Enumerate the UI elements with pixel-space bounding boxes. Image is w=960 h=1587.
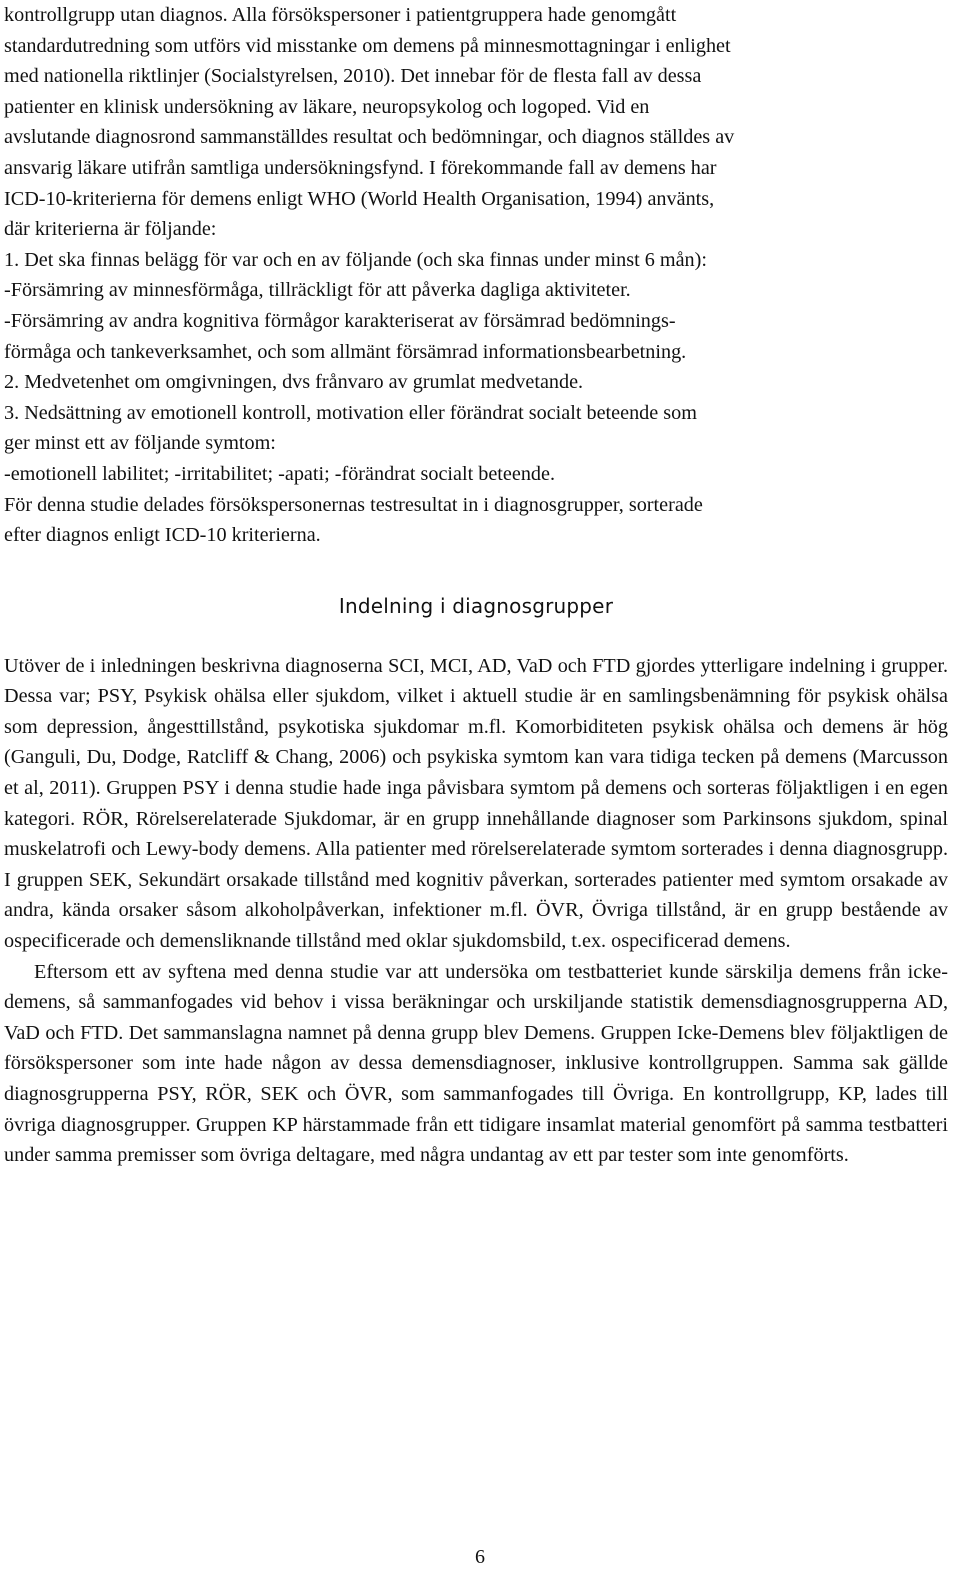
- intro-line: ICD-10-kriterierna för demens enligt WHO (World Health Organisation, 1994) använts,: [4, 187, 715, 210]
- criteria-line: -Försämring av minnesförmåga, tillräckligt för att påverka dagliga aktiviteter.: [4, 279, 631, 302]
- criteria-line: efter diagnos enligt ICD-10 kriterierna.: [4, 524, 321, 547]
- section-heading: Indelning i diagnosgrupper: [338, 593, 614, 618]
- section-paragraph: Eftersom ett av syftena med denna studie var att undersöka om testbatteriet kunde särskilja demens från icke-demens, så sammanfogades vid behov i vissa beräkningar och urskiljande statistik demensdiagnosgrupperna AD, VaD och FTD. Det sammanslagna namnet på denna grupp blev Demens. Gruppen Icke-Demens blev följaktligen de försökspersoner som inte hade någon av dessa demensdiagnoser, inklusive kontrollgruppen. Samma sak gällde diagnosgrupperna PSY, RÖR, SEK och ÖVR, som sammanfogades till Övriga. En kontrollgrupp, KP, lades till övriga diagnosgrupper. Gruppen KP härstammade från ett tidigare insamlat material genomfört på samma testbatteri under samma premisser som övriga deltagare, med några undantag av ett par tester som inte genomförts.: [4, 960, 948, 1167]
- criteria-line: För denna studie delades försökspersonernas testresultat in i diagnosgrupper, sorterade: [4, 493, 703, 516]
- intro-line: avslutande diagnosrond sammanställdes resultat och bedömningar, och diagnos ställdes av: [4, 126, 735, 149]
- page-number: 6: [475, 1546, 485, 1568]
- criteria-line: -Försämring av andra kognitiva förmågor karakteriserat av försämrad bedömnings-: [4, 309, 676, 332]
- document-page: [4, 0, 948, 1171]
- intro-line: ansvarig läkare utifrån samtliga undersökningsfynd. I förekommande fall av demens har: [4, 156, 717, 179]
- intro-line: med nationella riktlinjer (Socialstyrelsen, 2010). Det innebar för de flesta fall av dessa: [4, 65, 702, 88]
- criteria-line: förmåga och tankeverksamhet, och som allmänt försämrad informationsbearbetning.: [4, 340, 687, 363]
- criteria-line: ger minst ett av följande symtom:: [4, 432, 276, 455]
- criteria-list: [4, 245, 948, 551]
- intro-line: där kriterierna är följande:: [4, 218, 217, 241]
- intro-line: kontrollgrupp utan diagnos. Alla försökspersoner i patientgruppera hade genomgått: [4, 4, 677, 26]
- intro-line: patienter en klinisk undersökning av läkare, neuropsykolog och logoped. Vid en: [4, 95, 650, 118]
- intro-line: standardutredning som utförs vid misstanke om demens på minnesmottagningar i enlighet: [4, 34, 731, 57]
- section-paragraph: Utöver de i inledningen beskrivna diagnoserna SCI, MCI, AD, VaD och FTD gjordes ytterligare indelning i grupper. Dessa var; PSY, Psykisk ohälsa eller sjukdom, vilket i aktuell studie är en samlingsbenämning för psykisk ohälsa som depression, ångesttillstånd, psykotiska sjukdomar m.fl. Komorbiditeten psykisk ohälsa och demens är hög (Ganguli, Du, Dodge, Ratcliff & Chang, 2006) och psykiska symtom kan vara tidiga tecken på demens (Marcusson et al, 2011). Gruppen PSY i denna studie hade inga påvisbara symtom på demens och sorteras följaktligen i en egen kategori. RÖR, Rörelserelaterade Sjukdomar, är en grupp innehållande diagnoser som Parkinsons sjukdom, spinal muskelatrofi och Lewy-body demens. Alla patienter med rörelserelaterade symtom sorterades i denna diagnosgrupp. I gruppen SEK, Sekundärt orsakade tillstånd med kognitiv påverkan, sorterades patienter med symtom orsakade av andra, kända orsaker såsom alkoholpåverkan, infektioner m.fl. ÖVR, Övriga tillstånd, är en grupp bestående av ospecificerade och demensliknande tillstånd med oklar sjukdomsbild, t.ex. ospecificerad demens.: [4, 654, 948, 953]
- intro-text-block: [4, 0, 948, 245]
- criteria-line: -emotionell labilitet; -irritabilitet; -apati; -förändrat socialt beteende.: [4, 462, 556, 485]
- criteria-line: 1. Det ska finnas belägg för var och en av följande (och ska finnas under minst 6 mån):: [4, 248, 707, 271]
- criteria-line: 2. Medvetenhet om omgivningen, dvs frånvaro av grumlat medvetande.: [4, 371, 584, 394]
- criteria-line: 3. Nedsättning av emotionell kontroll, motivation eller förändrat socialt beteende som: [4, 401, 697, 424]
